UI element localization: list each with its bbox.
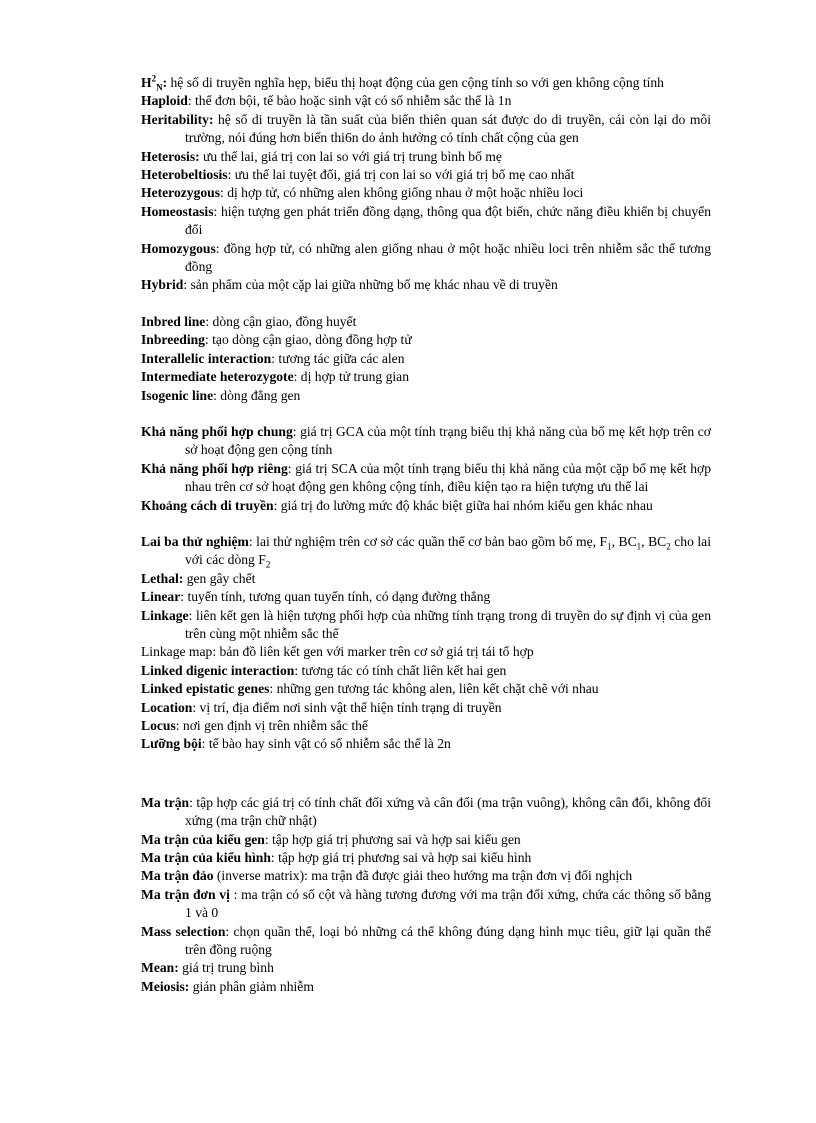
glossary-section-i	[141, 313, 711, 405]
entry-term: Isogenic line	[141, 387, 214, 403]
entry-term: Heterobeltiosis	[141, 167, 228, 183]
glossary-entry	[141, 148, 711, 166]
entry-term: H	[141, 75, 152, 90]
entry-term: Lai ba thử nghiệm	[141, 533, 249, 549]
glossary-entry	[141, 203, 711, 240]
entry-term: Ma trận	[141, 794, 190, 810]
entry-term: Homozygous	[141, 240, 216, 256]
glossary-entry	[141, 886, 711, 923]
entry-term: Locus	[141, 718, 176, 733]
glossary-entry	[141, 959, 711, 977]
entry-definition: : dòng cận giao, đồng huyết	[205, 313, 357, 329]
glossary-entry	[141, 166, 711, 184]
entry-term: Linked epistatic genes	[141, 681, 270, 697]
glossary-entry	[141, 662, 711, 680]
subscript-1: 1	[607, 541, 612, 552]
entry-definition: : những gen tương tác không alen, liên kết chặt chẽ với nhau	[269, 681, 599, 697]
glossary-entry	[141, 313, 711, 331]
glossary-entry	[141, 794, 711, 831]
entry-definition: (inverse matrix): ma trận đã được giải theo hướng ma trận đơn vị đối nghịch	[213, 868, 633, 884]
glossary-entry	[141, 240, 711, 277]
entry-term: Khả năng phối hợp chung	[141, 423, 293, 439]
entry-term: Linkage	[141, 607, 189, 623]
entry-definition: : sản phẩm của một cặp lai giữa những bố mẹ khác nhau về di truyền	[183, 277, 558, 293]
entry-definition: : liên kết gen là hiện tượng phối hợp của những tính trạng trong di truyền do sự định vị của gen trên cùng một nhiễm sắc thể	[185, 607, 711, 641]
entry-definition: : tế bào hay sinh vật có số nhiễm sắc thể là 2n	[201, 736, 451, 752]
entry-term: Intermediate heterozygote	[141, 369, 294, 385]
entry-term: Ma trận đảo	[141, 868, 214, 884]
entry-definition: : tập hợp giá trị phương sai và hợp sai kiểu gen	[264, 831, 521, 847]
subscript-2: 2	[265, 560, 271, 571]
glossary-entry	[141, 331, 711, 349]
entry-term: Linear	[141, 589, 181, 605]
glossary-entry	[141, 368, 711, 386]
entry-definition: : tương tác có tính chất liên kết hai gen	[294, 662, 507, 678]
entry-definition: : thể đơn bội, tế bào hoặc sinh vật có số nhiễm sắc thể là 1n	[187, 93, 512, 109]
section-spacer	[141, 754, 711, 794]
glossary-entry	[141, 831, 711, 849]
entry-definition: hệ số di truyền là tần suất của biến thiên quan sát được do di truyền, cái còn lại do môi trường, nói đúng hơn biến thi6n do ảnh hưởng có tính chất cộng của gen	[185, 111, 711, 146]
entry-term: Heterozygous	[141, 185, 221, 201]
entry-definition: : giá trị GCA của một tính trạng biểu thị khả năng của bố mẹ kết hợp trên cơ sở hoạt động gen cộng tính	[185, 423, 711, 458]
glossary-entry	[141, 978, 711, 996]
entry-definition: : dị hợp tử, có những alen không giống nhau ở một hoặc nhiều loci	[220, 185, 584, 201]
entry-definition-part: , BC	[641, 533, 667, 549]
glossary-section-m	[141, 794, 711, 996]
entry-term: Ma trận đơn vị	[141, 886, 230, 902]
entry-definition: : hiện tượng gen phát triển đồng dạng, thông qua đột biến, chức năng điều khiển bị chuyển đổi	[185, 203, 711, 238]
entry-term: Heterosis:	[141, 148, 200, 164]
glossary-entry	[141, 735, 711, 753]
entry-definition: : tuyến tính, tương quan tuyến tính, có dạng đường thẳng	[180, 589, 491, 605]
entry-term-subscript: N	[156, 82, 163, 93]
entry-definition: : tạo dòng cận giao, dòng đồng hợp tử	[204, 332, 412, 348]
entry-term: Inbred line	[141, 313, 206, 329]
entry-term-colon: :	[162, 75, 168, 90]
subscript-2: 2	[666, 541, 671, 552]
glossary-entry	[141, 497, 711, 515]
glossary-entry	[141, 588, 711, 606]
glossary-entry	[141, 867, 711, 885]
entry-term: Inbreeding	[141, 332, 205, 348]
entry-definition: : giá trị đo lường mức độ khác biệt giữa hai nhóm kiểu gen khác nhau	[273, 497, 653, 513]
entry-definition: gián phân giảm nhiễm	[189, 978, 314, 994]
entry-definition: : lai thử nghiệm trên cơ sở các quần thể cơ bản bao gồm bố mẹ, F	[248, 533, 608, 549]
glossary-entry	[141, 423, 711, 460]
entry-definition: ưu thế lai, giá trị con lai so với giá trị trung bình bố mẹ	[199, 148, 502, 164]
glossary-entry	[141, 699, 711, 717]
entry-definition-part: , BC	[611, 533, 637, 549]
glossary-entry	[141, 607, 711, 644]
entry-term: Location	[141, 699, 193, 715]
glossary-section-k	[141, 423, 711, 515]
entry-term: Hybrid	[141, 277, 184, 293]
entry-term: Ma trận của kiểu hình	[141, 850, 271, 866]
glossary-entry	[141, 717, 711, 735]
entry-term: Homeostasis	[141, 203, 214, 219]
glossary-section-h	[141, 74, 711, 295]
glossary-entry	[141, 111, 711, 148]
entry-definition: : vị trí, địa điểm nơi sinh vật thể hiện tính trạng di truyền	[192, 699, 502, 715]
section-spacer	[141, 295, 711, 313]
entry-term: Khả năng phối hợp riêng	[141, 460, 288, 476]
entry-definition: giá trị trung bình	[178, 960, 274, 976]
section-spacer	[141, 405, 711, 423]
entry-definition-part: cho lai với các dòng F	[185, 533, 711, 568]
entry-definition: hệ số di truyền nghĩa hẹp, biểu thị hoạt động của gen cộng tính so với gen không cộng tính	[167, 75, 664, 90]
subscript-1: 1	[636, 541, 642, 552]
entry-definition: : dòng đẳng gen	[213, 387, 301, 403]
entry-term: Khoảng cách di truyền	[141, 497, 274, 513]
glossary-section-l	[141, 533, 711, 754]
entry-term-superscript: 2	[151, 73, 157, 84]
entry-text: Linkage map: bản đồ liên kết gen với marker trên cơ sở giá trị tái tổ hợp	[141, 644, 534, 660]
entry-term: Interallelic interaction	[141, 350, 272, 366]
glossary-entry	[141, 74, 711, 92]
entry-definition: : dị hợp tử trung gian	[293, 369, 409, 385]
entry-term: Linked digenic interaction	[141, 662, 295, 678]
entry-definition: : tập hợp giá trị phương sai và hợp sai kiểu hình	[270, 850, 532, 866]
glossary-entry	[141, 184, 711, 202]
glossary-entry	[141, 680, 711, 698]
entry-definition: : ma trận có số cột và hàng tương đương với ma trận đối xứng, chứa các thông số bằng 1 và 0	[185, 886, 711, 921]
entry-term: Mean:	[141, 960, 179, 976]
glossary-entry-plain	[141, 643, 711, 661]
glossary-entry	[141, 460, 711, 497]
glossary-entry	[141, 92, 711, 110]
entry-definition: : ưu thế lai tuyệt đối, giá trị con lai so với giá trị bố mẹ cao nhất	[227, 167, 575, 183]
entry-term: Haploid	[141, 93, 188, 109]
entry-definition: : đồng hợp tử, có những alen giống nhau ở một hoặc nhiều loci trên nhiễm sắc thể tương đồng	[185, 240, 711, 275]
entry-term: Heritability:	[141, 111, 214, 127]
glossary-entry	[141, 387, 711, 405]
entry-term: Mass selection	[141, 923, 226, 939]
entry-term: Lưỡng bội	[141, 736, 202, 752]
entry-definition: gen gây chết	[183, 570, 256, 586]
entry-term: Ma trận của kiểu gen	[141, 831, 265, 847]
entry-definition: : nơi gen định vị trên nhiễm sắc thể	[175, 718, 368, 733]
glossary-entry	[141, 276, 711, 294]
glossary-entry	[141, 533, 711, 570]
entry-definition: : tương tác giữa các alen	[271, 350, 405, 366]
glossary-entry	[141, 923, 711, 960]
glossary-entry	[141, 849, 711, 867]
entry-definition: : giá trị SCA của một tính trạng biểu thị khả năng của một cặp bố mẹ kết hợp nhau trên cơ sở hoạt động gen không cộng tính, điều kiện tạo ra hiện tượng ưu thế lai	[185, 460, 712, 495]
entry-definition: : chọn quần thể, loại bỏ những cá thể không đúng dạng hình mục tiêu, giữ lại quần thể trên đồng ruộng	[185, 923, 711, 958]
glossary-entry	[141, 350, 711, 368]
section-spacer	[141, 515, 711, 533]
entry-definition: : tập hợp các giá trị có tính chất đối xứng và cân đối (ma trận vuông), không cân đối, không đối xứng (ma trận chữ nhật)	[185, 794, 711, 829]
glossary-entry	[141, 570, 711, 588]
glossary-page	[141, 74, 711, 996]
entry-term: Lethal:	[141, 570, 184, 586]
entry-term: Meiosis:	[141, 978, 190, 994]
